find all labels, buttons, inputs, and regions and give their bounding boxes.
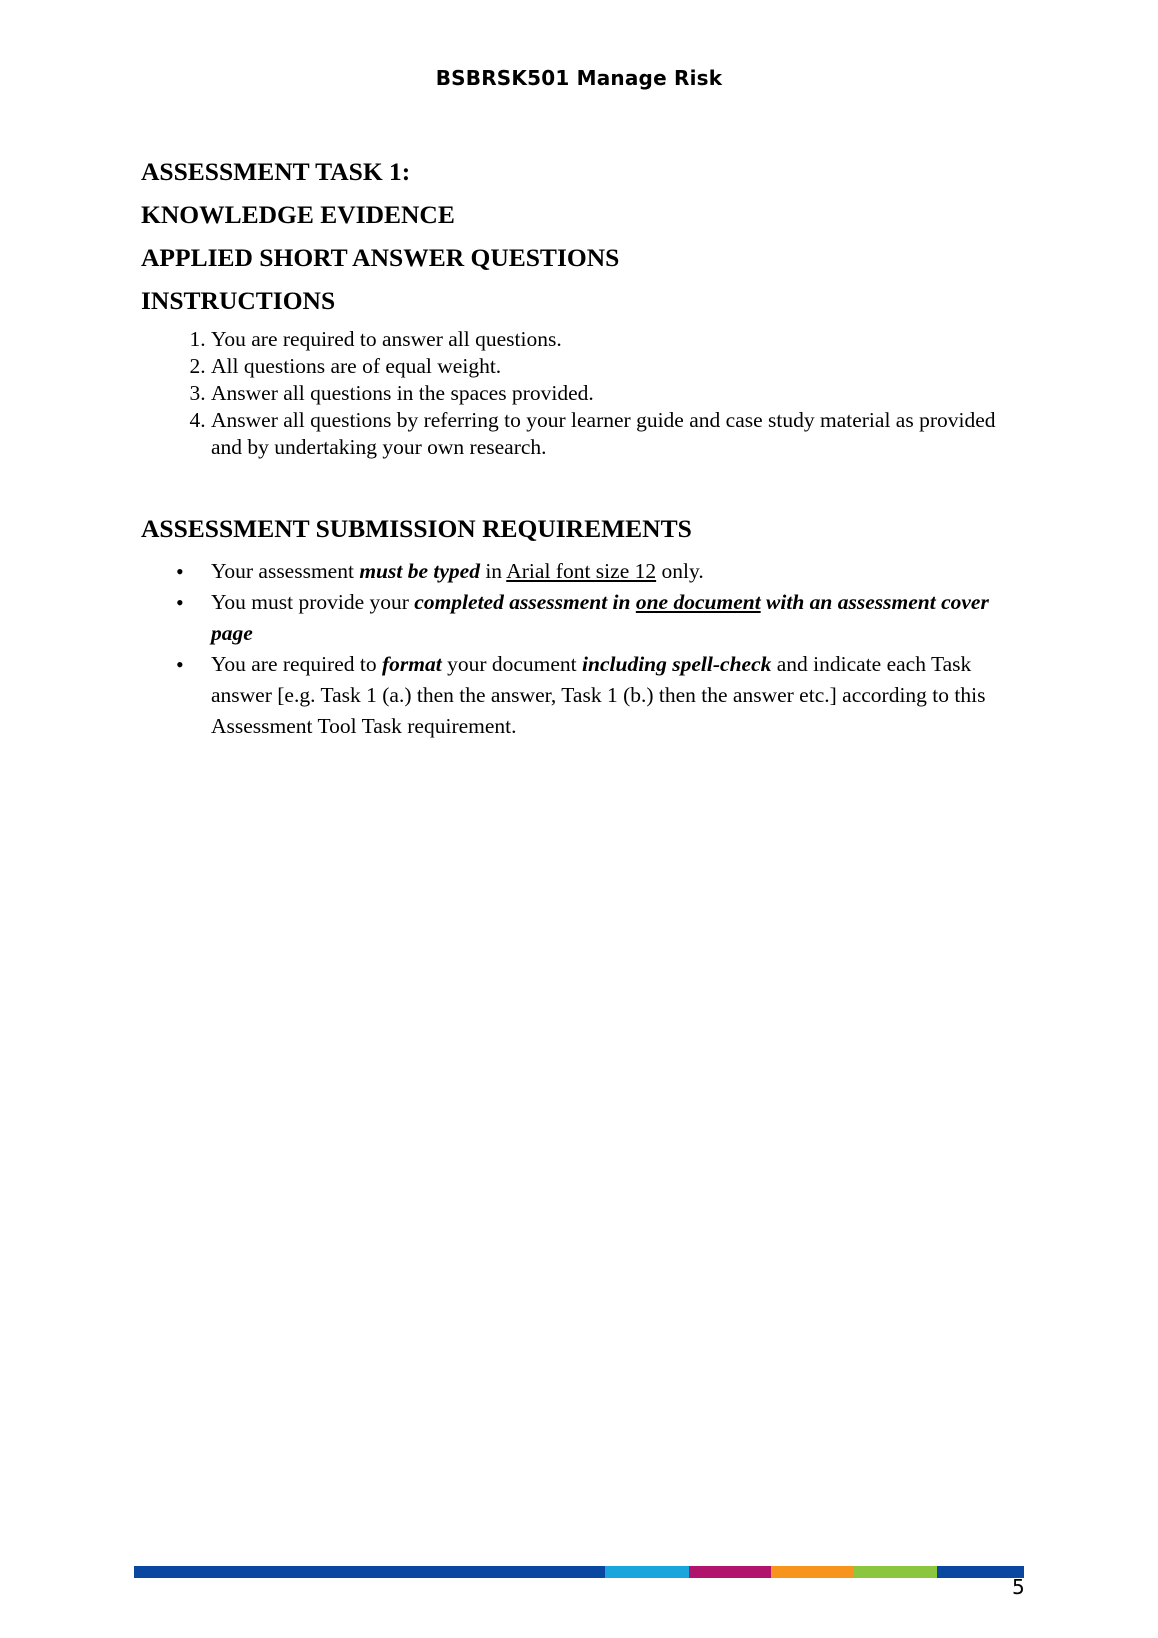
footer-bar-segment [937, 1566, 1024, 1578]
header-title: BSBRSK501 Manage Risk [435, 66, 723, 90]
footer-bar-segment [854, 1566, 937, 1578]
instruction-item: 3. Answer all questions in the spaces provided. [211, 380, 1021, 407]
requirement-emphasis: format [381, 652, 442, 676]
requirement-emphasis-underline: one document [635, 590, 761, 614]
instruction-item: 2. All questions are of equal weight. [211, 353, 1021, 380]
heading-evidence: KNOWLEDGE EVIDENCE [141, 200, 455, 229]
requirement-text: Your assessment [211, 559, 360, 583]
requirement-emphasis: including spell-check [582, 652, 772, 676]
footer-color-bar [134, 1566, 1024, 1578]
requirement-emphasis: must be typed [359, 559, 480, 583]
requirement-underline: Arial font size 12 [506, 559, 657, 583]
requirements-list [141, 556, 1021, 742]
requirement-text: You are required to [211, 652, 382, 676]
page-number: 5 [1012, 1575, 1025, 1599]
instruction-item: 1. You are required to answer all questions. [211, 326, 1021, 353]
instruction-item: 4. Answer all questions by referring to your learner guide and case study material as provided and by undertaking your own research. [211, 407, 1021, 461]
requirement-item [211, 649, 1021, 742]
document-body [141, 150, 1021, 742]
heading-submission: ASSESSMENT SUBMISSION REQUIREMENTS [141, 514, 692, 543]
requirement-text: You must provide your [211, 590, 415, 614]
heading-questions: APPLIED SHORT ANSWER QUESTIONS [141, 243, 620, 272]
heading-instructions: INSTRUCTIONS [141, 286, 336, 315]
requirement-item [211, 556, 1021, 587]
requirement-text: only. [656, 559, 704, 583]
requirement-item [211, 587, 1021, 649]
footer-bar-segment [771, 1566, 854, 1578]
instructions-list [141, 326, 1021, 461]
footer-bar-segment [134, 1566, 605, 1578]
requirement-text: in [479, 559, 507, 583]
heading-task: ASSESSMENT TASK 1: [141, 157, 411, 186]
requirement-emphasis: with an assessment cover page [211, 590, 989, 645]
footer-bar-segment [689, 1566, 771, 1578]
requirement-text: and indicate each Task answer [e.g. Task 1 (a.) then the answer, Task 1 (b.) then the answer etc.] according to this Assessment Tool Task requirement. [211, 652, 986, 738]
footer-bar-segment [605, 1566, 689, 1578]
requirement-text: your document [441, 652, 583, 676]
requirement-emphasis: completed assessment in [414, 590, 636, 614]
